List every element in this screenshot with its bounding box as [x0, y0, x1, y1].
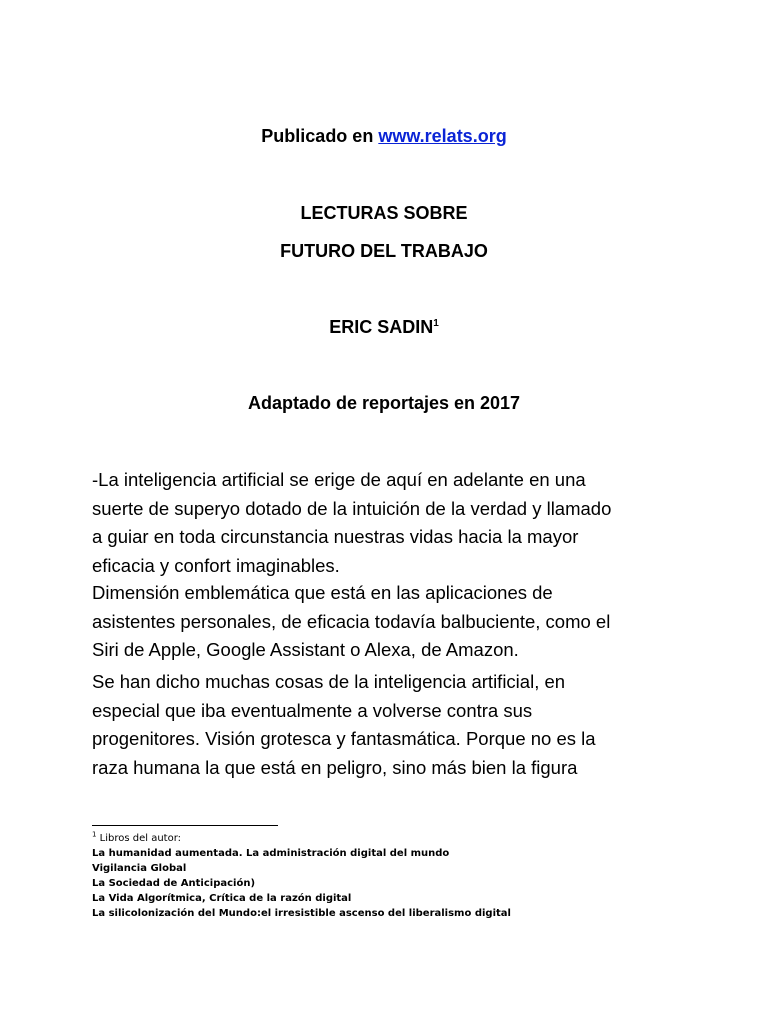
title-line-2: FUTURO DEL TRABAJO — [280, 241, 488, 261]
body-paragraph-2 — [92, 579, 682, 665]
body-paragraph-1 — [92, 466, 682, 580]
author-line — [0, 316, 768, 338]
footnote-book: La silicolonización del Mundo:el irresistible ascenso del liberalismo digital — [92, 908, 511, 919]
body-line: suerte de superyo dotado de la intuición de la verdad y llamado — [92, 497, 612, 519]
subtitle: Adaptado de reportajes en 2017 — [247, 393, 521, 413]
relats-link[interactable]: www.relats.org — [378, 126, 507, 146]
body-line: raza humana la que está en peligro, sino más bien la figura — [92, 756, 578, 778]
footnote-book: Vigilancia Global — [92, 863, 187, 874]
body-line: Siri de Apple, Google Assistant o Alexa, de Amazon. — [92, 639, 519, 660]
footnote-intro: Libros del autor: — [96, 833, 182, 844]
published-prefix: Publicado en — [261, 126, 379, 146]
published-line — [0, 125, 768, 147]
footnote-book: La humanidad aumentada. La administración digital del mundo — [92, 848, 450, 859]
body-line: progenitores. Visión grotesca y fantasmática. Porque no es la — [92, 728, 596, 749]
title-line-1: LECTURAS SOBRE — [300, 203, 468, 223]
body-line: eficacia y confort imaginables. — [92, 554, 340, 576]
body-line: asistentes personales, de eficacia todavía balbuciente, como el — [92, 610, 611, 632]
footnote-separator — [92, 825, 278, 826]
footnotes — [92, 831, 692, 921]
body-line: -La inteligencia artificial se erige de aquí en adelante en una — [92, 469, 586, 490]
body-line: Dimensión emblemática que está en las aplicaciones de — [92, 582, 553, 603]
author-name: ERIC SADIN — [329, 317, 434, 337]
body-line: Se han dicho muchas cosas de la inteligencia artificial, en — [92, 671, 566, 692]
footnote-intro-line — [92, 831, 692, 846]
footnote-book: La Vida Algorítmica, Crítica de la razón digital — [92, 893, 352, 904]
footnote-book: La Sociedad de Anticipación) — [92, 878, 256, 889]
body-line: especial que iba eventualmente a volverse contra sus — [92, 699, 533, 721]
footnote-marker: 1 — [92, 830, 97, 839]
body-paragraph-3 — [92, 668, 682, 782]
body-line: a guiar en toda circunstancia nuestras vidas hacia la mayor — [92, 526, 579, 547]
footnote-reference[interactable]: 1 — [433, 318, 439, 329]
